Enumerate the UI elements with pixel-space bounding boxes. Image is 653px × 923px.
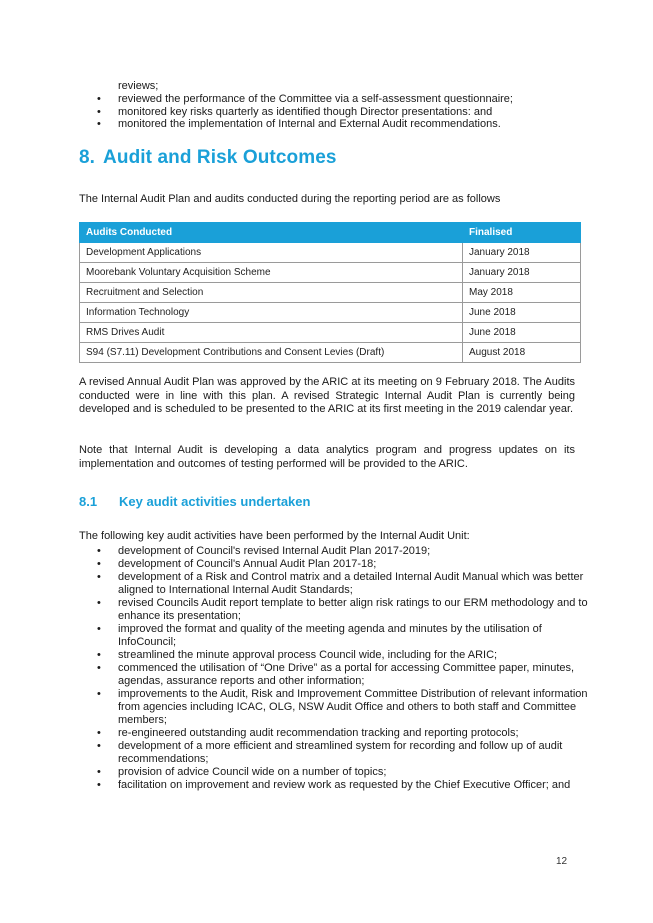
revised-plan-paragraph: A revised Annual Audit Plan was approved by the ARIC at its meeting on 9 February 2018. The Audits conducted were in line with this plan. A revised Strategic Internal Audit Plan is currently being developed and is scheduled to be presented to the ARIC at its first meeting in the 2019 calendar year. — [79, 376, 575, 415]
list-item: • monitored key risks quarterly as identified though Director presentations: and — [79, 106, 579, 119]
list-item: • revised Councils Audit report template to better align risk ratings to our ERM methodology and to enhance its presentation; — [79, 597, 599, 623]
subsection-title: Key audit activities undertaken — [119, 494, 311, 509]
list-item: • reviewed the performance of the Committee via a self-assessment questionnaire; — [79, 93, 579, 106]
list-item: • re-engineered outstanding audit recommendation tracking and reporting protocols; — [79, 727, 599, 740]
table-cell: January 2018 — [463, 243, 581, 263]
list-item: • monitored the implementation of Internal and External Audit recommendations. — [79, 118, 579, 131]
analytics-paragraph: Note that Internal Audit is developing a data analytics program and progress updates on its implementation and outcomes of testing performed will be provided to the ARIC. — [79, 444, 575, 470]
list-item: • development of a more efficient and streamlined system for recording and follow up of audit recommendations; — [79, 740, 599, 766]
table-cell: Recruitment and Selection — [80, 283, 463, 303]
list-item: • development of a Risk and Control matrix and a detailed Internal Audit Manual which was better aligned to International Internal Audit Standards; — [79, 571, 599, 597]
subsection-intro: The following key audit activities have been performed by the Internal Audit Unit: — [79, 530, 470, 542]
list-item: • provision of advice Council wide on a number of topics; — [79, 766, 599, 779]
table-cell: June 2018 — [463, 303, 581, 323]
list-item: • streamlined the minute approval process Council wide, including for the ARIC; — [79, 649, 599, 662]
table-cell: RMS Drives Audit — [80, 323, 463, 343]
previous-bullet-list — [79, 80, 579, 131]
column-header: Audits Conducted — [80, 223, 463, 243]
section-title: Audit and Risk Outcomes — [103, 147, 337, 168]
table-cell: June 2018 — [463, 323, 581, 343]
table-header-row — [80, 223, 581, 243]
table-cell: Moorebank Voluntary Acquisition Scheme — [80, 263, 463, 283]
list-item: • improvements to the Audit, Risk and Improvement Committee Distribution of relevant information from agencies including ICAC, OLG, NSW Audit Office and others to both staff and Committee members; — [79, 688, 599, 727]
audits-table — [79, 222, 581, 363]
key-activities-list — [79, 545, 599, 792]
table-cell: Development Applications — [80, 243, 463, 263]
table-row — [80, 263, 581, 283]
table-cell: May 2018 — [463, 283, 581, 303]
column-header: Finalised — [463, 223, 581, 243]
table-row — [80, 283, 581, 303]
list-item: • improved the format and quality of the meeting agenda and minutes by the utilisation of InfoCouncil; — [79, 623, 599, 649]
list-item: • facilitation on improvement and review work as requested by the Chief Executive Officer; and — [79, 779, 599, 792]
table-cell: August 2018 — [463, 343, 581, 363]
table-row — [80, 343, 581, 363]
table-cell: January 2018 — [463, 263, 581, 283]
section-heading — [79, 147, 337, 169]
section-intro: The Internal Audit Plan and audits conducted during the reporting period are as follows — [79, 193, 501, 205]
list-item: • development of Council's revised Internal Audit Plan 2017-2019; — [79, 545, 599, 558]
subsection-heading — [79, 494, 310, 509]
list-continuation: reviews; — [118, 80, 159, 92]
section-number: 8. — [79, 147, 96, 168]
page-number: 12 — [556, 856, 568, 867]
table-cell: Information Technology — [80, 303, 463, 323]
subsection-number: 8.1 — [79, 494, 98, 509]
list-item: • development of Council's Annual Audit Plan 2017-18; — [79, 558, 599, 571]
table-cell: S94 (S7.11) Development Contributions and Consent Levies (Draft) — [80, 343, 463, 363]
table-row — [80, 303, 581, 323]
table-row — [80, 243, 581, 263]
list-item: • commenced the utilisation of “One Drive” as a portal for accessing Committee paper, minutes, agendas, assurance reports and other information; — [79, 662, 599, 688]
table-row — [80, 323, 581, 343]
